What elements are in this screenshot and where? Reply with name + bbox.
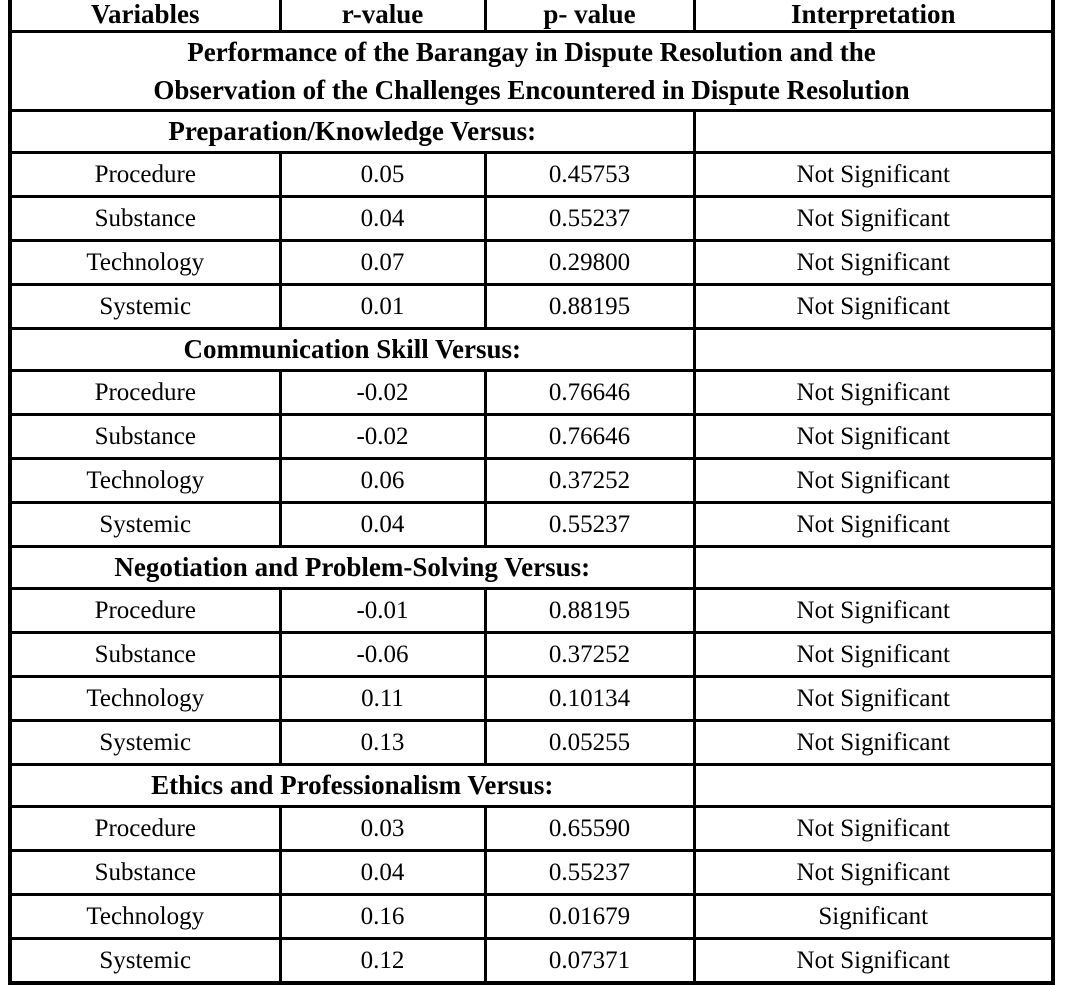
data-row — [10, 939, 1053, 984]
r-value-cell: 0.07 — [280, 241, 485, 285]
p-value-cell: 0.10134 — [485, 677, 694, 721]
data-row — [10, 197, 1053, 241]
section-heading-row — [10, 111, 1053, 153]
r-value-cell: 0.12 — [280, 939, 485, 984]
variable-cell: Substance — [10, 415, 280, 459]
r-value-cell: -0.02 — [280, 415, 485, 459]
p-value-cell: 0.01679 — [485, 895, 694, 939]
interpretation-cell: Significant — [694, 895, 1053, 939]
r-value-cell: 0.01 — [280, 285, 485, 329]
section-heading-row — [10, 547, 1053, 589]
table-body — [10, 111, 1053, 984]
section-heading-empty-cell — [694, 765, 1053, 807]
variable-cell: Substance — [10, 851, 280, 895]
interpretation-cell: Not Significant — [694, 589, 1053, 633]
section-heading-cell: Ethics and Professionalism Versus: — [10, 765, 694, 807]
p-value-cell: 0.88195 — [485, 285, 694, 329]
spanning-title-line-2: Observation of the Challenges Encountered in Dispute Resolution — [153, 75, 910, 105]
p-value-cell: 0.37252 — [485, 459, 694, 503]
r-value-cell: 0.16 — [280, 895, 485, 939]
interpretation-cell: Not Significant — [694, 633, 1053, 677]
data-row — [10, 633, 1053, 677]
section-heading-empty-cell — [694, 111, 1053, 153]
variable-cell: Procedure — [10, 589, 280, 633]
p-value-cell: 0.07371 — [485, 939, 694, 984]
r-value-cell: -0.06 — [280, 633, 485, 677]
section-heading-cell: Negotiation and Problem-Solving Versus: — [10, 547, 694, 589]
r-value-cell: 0.05 — [280, 153, 485, 197]
data-row — [10, 241, 1053, 285]
interpretation-cell: Not Significant — [694, 459, 1053, 503]
variable-cell: Technology — [10, 895, 280, 939]
p-value-cell: 0.55237 — [485, 851, 694, 895]
r-value-cell: 0.13 — [280, 721, 485, 765]
p-value-cell: 0.55237 — [485, 503, 694, 547]
interpretation-cell: Not Significant — [694, 939, 1053, 984]
data-row — [10, 721, 1053, 765]
variable-cell: Procedure — [10, 371, 280, 415]
data-row — [10, 503, 1053, 547]
interpretation-cell: Not Significant — [694, 153, 1053, 197]
data-row — [10, 415, 1053, 459]
data-row — [10, 851, 1053, 895]
correlation-results-table — [8, 0, 1055, 985]
spanning-title-cell — [10, 32, 1053, 111]
spanning-title-line-1: Performance of the Barangay in Dispute Resolution and the — [187, 37, 876, 67]
r-value-cell: -0.01 — [280, 589, 485, 633]
variable-cell: Procedure — [10, 153, 280, 197]
interpretation-cell: Not Significant — [694, 241, 1053, 285]
variable-cell: Systemic — [10, 503, 280, 547]
data-row — [10, 589, 1053, 633]
p-value-cell: 0.76646 — [485, 371, 694, 415]
variable-cell: Technology — [10, 459, 280, 503]
variable-cell: Procedure — [10, 807, 280, 851]
interpretation-cell: Not Significant — [694, 807, 1053, 851]
p-value-cell: 0.05255 — [485, 721, 694, 765]
section-heading-empty-cell — [694, 547, 1053, 589]
data-row — [10, 459, 1053, 503]
interpretation-cell: Not Significant — [694, 371, 1053, 415]
p-value-cell: 0.37252 — [485, 633, 694, 677]
variable-cell: Technology — [10, 241, 280, 285]
section-heading-cell: Preparation/Knowledge Versus: — [10, 111, 694, 153]
p-value-cell: 0.65590 — [485, 807, 694, 851]
data-row — [10, 677, 1053, 721]
variable-cell: Systemic — [10, 721, 280, 765]
variable-cell: Systemic — [10, 939, 280, 984]
p-value-cell: 0.88195 — [485, 589, 694, 633]
p-value-cell: 0.55237 — [485, 197, 694, 241]
interpretation-cell: Not Significant — [694, 285, 1053, 329]
correlation-results-table-wrapper — [8, 0, 1051, 985]
column-header-r-value: r-value — [280, 0, 485, 32]
column-header-variables: Variables — [10, 0, 280, 32]
interpretation-cell: Not Significant — [694, 197, 1053, 241]
data-row — [10, 285, 1053, 329]
p-value-cell: 0.76646 — [485, 415, 694, 459]
column-header-p-value: p- value — [485, 0, 694, 32]
r-value-cell: 0.11 — [280, 677, 485, 721]
data-row — [10, 895, 1053, 939]
r-value-cell: 0.04 — [280, 503, 485, 547]
variable-cell: Technology — [10, 677, 280, 721]
r-value-cell: 0.04 — [280, 851, 485, 895]
r-value-cell: 0.03 — [280, 807, 485, 851]
r-value-cell: -0.02 — [280, 371, 485, 415]
r-value-cell: 0.06 — [280, 459, 485, 503]
section-heading-empty-cell — [694, 329, 1053, 371]
variable-cell: Substance — [10, 197, 280, 241]
interpretation-cell: Not Significant — [694, 677, 1053, 721]
p-value-cell: 0.29800 — [485, 241, 694, 285]
section-heading-cell: Communication Skill Versus: — [10, 329, 694, 371]
spanning-title-row — [10, 32, 1053, 111]
section-heading-row — [10, 765, 1053, 807]
interpretation-cell: Not Significant — [694, 851, 1053, 895]
interpretation-cell: Not Significant — [694, 503, 1053, 547]
variable-cell: Systemic — [10, 285, 280, 329]
variable-cell: Substance — [10, 633, 280, 677]
interpretation-cell: Not Significant — [694, 415, 1053, 459]
column-header-interpretation: Interpretation — [694, 0, 1053, 32]
r-value-cell: 0.04 — [280, 197, 485, 241]
interpretation-cell: Not Significant — [694, 721, 1053, 765]
column-header-row — [10, 0, 1053, 32]
data-row — [10, 807, 1053, 851]
section-heading-row — [10, 329, 1053, 371]
data-row — [10, 371, 1053, 415]
p-value-cell: 0.45753 — [485, 153, 694, 197]
data-row — [10, 153, 1053, 197]
